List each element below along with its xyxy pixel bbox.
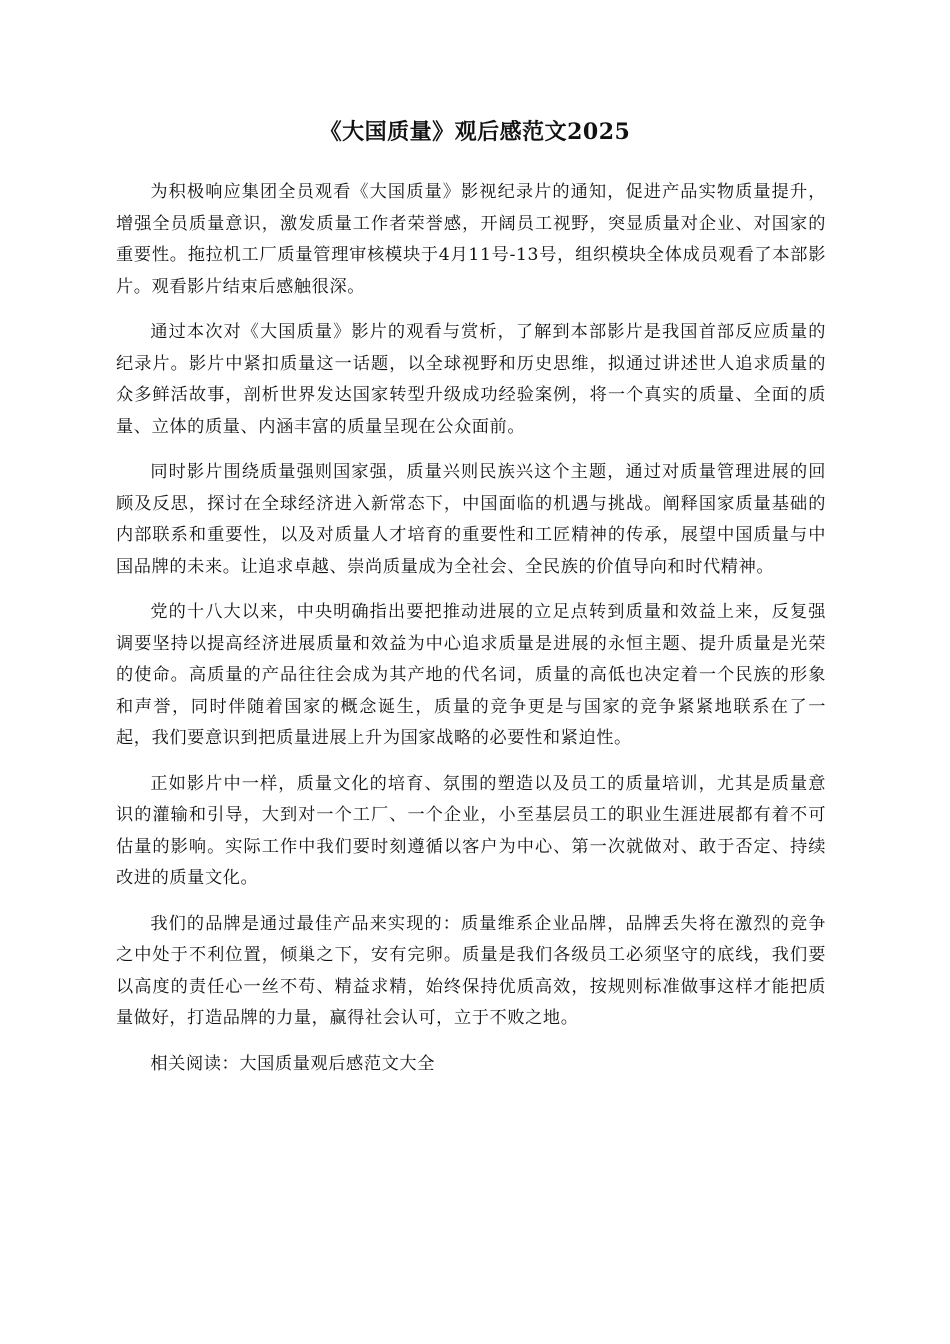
paragraph-1: 为积极响应集团全员观看《大国质量》影视纪录片的通知，促进产品实物质量提升，增强全员质量意识，激发质量工作者荣誉感，开阔员工视野，突显质量对企业、对国家的重要性。拖拉机工厂质量管理审核模块于4月11号-13号，组织模块全体成员观看了本部影片。观看影片结束后感触很深。	[116, 182, 826, 297]
paragraph-5: 正如影片中一样，质量文化的培育、氛围的塑造以及员工的质量培训，尤其是质量意识的灌输和引导，大到对一个工厂、一个企业，小至基层员工的职业生涯进展都有着不可估量的影响。实际工作中我们要时刻遵循以客户为中心、第一次就做对、敢于否定、持续改进的质量文化。	[116, 773, 826, 888]
related-reading: 相关阅读：大国质量观后感范文大全	[150, 1053, 435, 1074]
document-body	[116, 177, 826, 1080]
document-title: 《大国质量》观后感范文2025	[319, 119, 631, 145]
paragraph-2: 通过本次对《大国质量》影片的观看与赏析，了解到本部影片是我国首部反应质量的纪录片。影片中紧扣质量这一话题，以全球视野和历史思维，拟通过讲述世人追求质量的众多鲜活故事，剖析世界发达国家转型升级成功经验案例，将一个真实的质量、全面的质量、立体的质量、内涵丰富的质量呈现在公众面前。	[116, 322, 826, 437]
paragraph-4: 党的十八大以来，中央明确指出要把推动进展的立足点转到质量和效益上来，反复强调要坚持以提高经济进展质量和效益为中心追求质量是进展的永恒主题、提升质量是光荣的使命。高质量的产品往往会成为其产地的代名词，质量的高低也决定着一个民族的形象和声誉，同时伴随着国家的概念诞生，质量的竞争更是与国家的竞争紧紧地联系在了一起，我们要意识到把质量进展上升为国家战略的必要性和紧迫性。	[116, 602, 826, 748]
paragraph-6: 我们的品牌是通过最佳产品来实现的：质量维系企业品牌，品牌丢失将在激烈的竞争之中处于不利位置，倾巢之下，安有完卵。质量是我们各级员工必须坚守的底线，我们要以高度的责任心一丝不苟、精益求精，始终保持优质高效，按规则标准做事这样才能把质量做好，打造品牌的力量，赢得社会认可，立于不败之地。	[116, 913, 826, 1028]
paragraph-3: 同时影片围绕质量强则国家强，质量兴则民族兴这个主题，通过对质量管理进展的回顾及反思，探讨在全球经济进入新常态下，中国面临的机遇与挑战。阐释国家质量基础的内部联系和重要性，以及对质量人才培育的重要性和工匠精神的传承，展望中国质量与中国品牌的未来。让追求卓越、崇尚质量成为全社会、全民族的价值导向和时代精神。	[116, 462, 826, 577]
